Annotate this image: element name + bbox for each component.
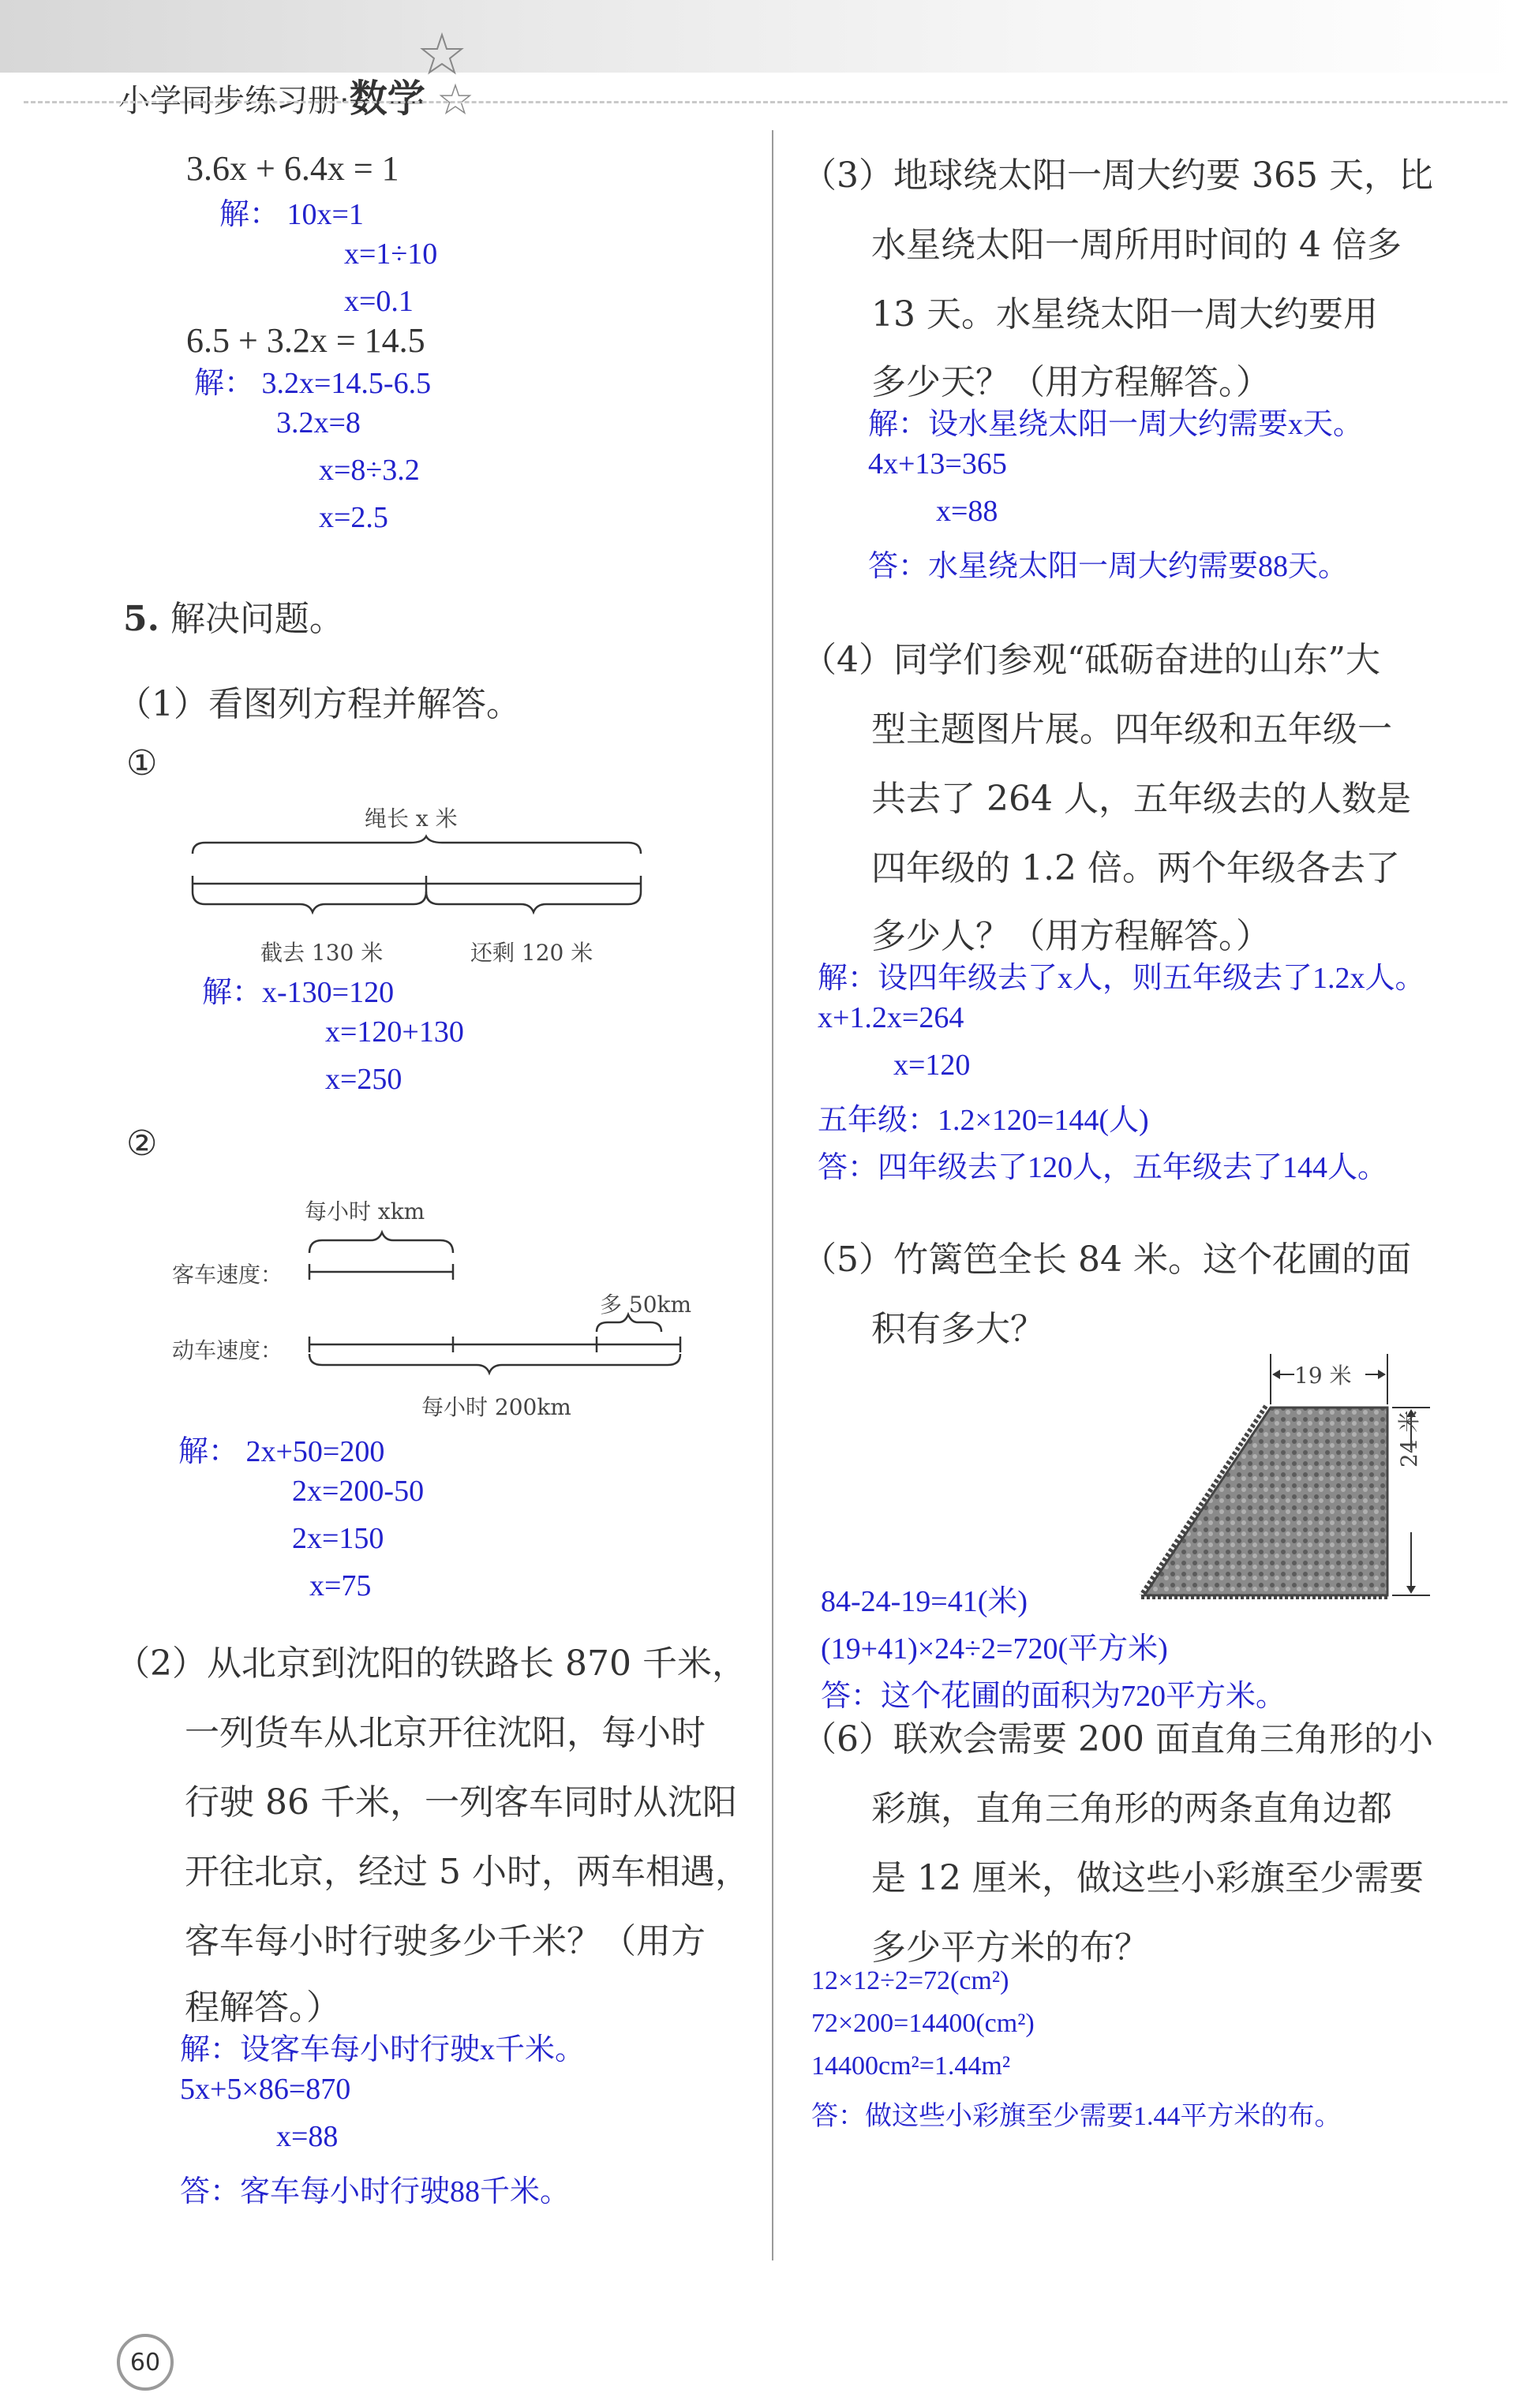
question-label: （1）看图列方程并解答。 [117, 684, 521, 724]
solution-line: x=8÷3.2 [319, 454, 420, 487]
solution-line: 解： 10x=1 [219, 198, 364, 231]
garden-trapezoid-figure [1136, 1349, 1428, 1602]
column-divider [772, 130, 773, 2260]
diagram-label: 客车速度： [172, 1262, 283, 1288]
question-text: （4）同学们参观“砥砺奋进的山东”大 [802, 640, 1380, 680]
solution-line: 答：做这些小彩旗至少需要1.44平方米的布。 [811, 2102, 1342, 2131]
section-number: 5. [123, 599, 159, 639]
question-text: 行驶 86 千米，一列客车同时从沈阳 [185, 1782, 737, 1823]
solution-line: 72×200=14400(cm²) [811, 2009, 1035, 2038]
diagram-label: 每小时 200km [421, 1394, 571, 1420]
diagram-label: 动车速度： [172, 1337, 283, 1363]
section-heading [123, 590, 344, 641]
solution-line: x=250 [325, 1063, 402, 1096]
diagram-label: 绳长 x 米 [365, 806, 458, 832]
figure-label: 19 米 [1294, 1363, 1352, 1389]
solution-line: x=88 [276, 2120, 339, 2153]
solution-line: x=88 [936, 495, 998, 528]
book-title [118, 68, 425, 122]
solution-line: (19+41)×24÷2=720(平方米) [821, 1632, 1168, 1666]
solution-line: x=120+130 [325, 1015, 464, 1049]
solution-line: 答：水星绕太阳一周大约需要88天。 [868, 550, 1349, 583]
section-title: 解决问题。 [170, 599, 344, 639]
question-text: 多少平方米的布？ [871, 1928, 1149, 1968]
solution-line: 答：客车每小时行驶88千米。 [180, 2175, 571, 2208]
solution-line: 5x+5×86=870 [180, 2073, 351, 2106]
star-icon [438, 83, 473, 118]
solution-line: 14400cm²=1.44m² [811, 2051, 1011, 2081]
solution-line: 84-24-19=41(米) [821, 1585, 1028, 1618]
question-text: （3）地球绕太阳一周大约要 365 天，比 [802, 155, 1433, 196]
question-text: 四年级的 1.2 倍。两个年级各去了 [871, 848, 1400, 888]
diagram-marker: ① [126, 743, 158, 783]
question-text: 程解答。） [185, 1987, 341, 2028]
question-text: 一列货车从北京开往沈阳，每小时 [185, 1713, 706, 1753]
solution-line: 解： 3.2x=14.5-6.5 [194, 367, 432, 400]
header-divider [24, 101, 1507, 103]
question-text: 多少天？（用方程解答。） [871, 362, 1271, 402]
question-text: 积有多大？ [871, 1309, 1045, 1349]
diagram-marker: ② [126, 1124, 158, 1164]
question-text: 水星绕太阳一周所用时间的 4 倍多 [871, 225, 1402, 265]
page-number: 60 [117, 2334, 174, 2391]
question-text: 彩旗，直角三角形的两条直角边都 [871, 1789, 1392, 1829]
solution-line: x=2.5 [319, 501, 388, 534]
equation-problem: 3.6x + 6.4x = 1 [186, 149, 399, 188]
solution-line: 解：设四年级去了x人，则五年级去了1.2x人。 [818, 962, 1425, 995]
star-icon [418, 32, 466, 79]
rope-diagram [189, 836, 647, 931]
solution-line: 2x=200-50 [292, 1475, 425, 1508]
book-title-text: 小学同步练习册· [118, 83, 350, 119]
question-text: 13 天。水星绕太阳一周大约要用 [871, 294, 1378, 335]
diagram-label: 截去 130 米 [260, 940, 384, 966]
diagram-label: 还剩 120 米 [470, 940, 593, 966]
question-text: （5）竹篱笆全长 84 米。这个花圃的面 [802, 1240, 1411, 1280]
solution-line: x=0.1 [344, 285, 414, 318]
question-text: 共去了 264 人，五年级去的人数是 [871, 779, 1411, 819]
question-text: （6）联欢会需要 200 面直角三角形的小 [802, 1719, 1433, 1759]
solution-line: 解：x-130=120 [202, 976, 395, 1009]
question-text: 开往北京，经过 5 小时，两车相遇， [185, 1852, 750, 1892]
solution-line: 12×12÷2=72(cm²) [811, 1966, 1009, 1995]
question-text: 多少人？（用方程解答。） [871, 916, 1271, 956]
solution-line: 解：设客车每小时行驶x千米。 [180, 2033, 586, 2066]
question-text: 是 12 厘米，做这些小彩旗至少需要 [871, 1858, 1424, 1898]
header-band [0, 0, 1520, 73]
solution-line: 3.2x=8 [276, 406, 361, 439]
question-text: 客车每小时行驶多少千米？（用方 [185, 1921, 706, 1961]
solution-line: 2x=150 [292, 1522, 384, 1555]
solution-line: 4x+13=365 [868, 447, 1007, 480]
solution-line: 答：这个花圃的面积为720平方米。 [821, 1680, 1286, 1713]
figure-label: 24 米 [1396, 1410, 1422, 1468]
diagram-label: 每小时 xkm [305, 1198, 425, 1225]
solution-line: x=75 [309, 1569, 372, 1602]
solution-line: x+1.2x=264 [818, 1001, 964, 1034]
speed-diagram [300, 1231, 694, 1389]
solution-line: 答：四年级去了120人，五年级去了144人。 [818, 1151, 1388, 1184]
equation-problem: 6.5 + 3.2x = 14.5 [186, 321, 425, 360]
subject-title: 数学 [349, 77, 425, 121]
diagram-label: 多 50km [600, 1292, 692, 1318]
question-text: 型主题图片展。四年级和五年级一 [871, 709, 1392, 750]
solution-line: x=1÷10 [344, 237, 438, 271]
question-text: （2）从北京到沈阳的铁路长 870 千米， [115, 1643, 747, 1684]
solution-line: 解： 2x+50=200 [178, 1435, 385, 1468]
solution-line: x=120 [893, 1049, 971, 1082]
solution-line: 解：设水星绕太阳一周大约需要x天。 [868, 408, 1364, 441]
solution-line: 五年级：1.2×120=144(人) [818, 1104, 1149, 1137]
